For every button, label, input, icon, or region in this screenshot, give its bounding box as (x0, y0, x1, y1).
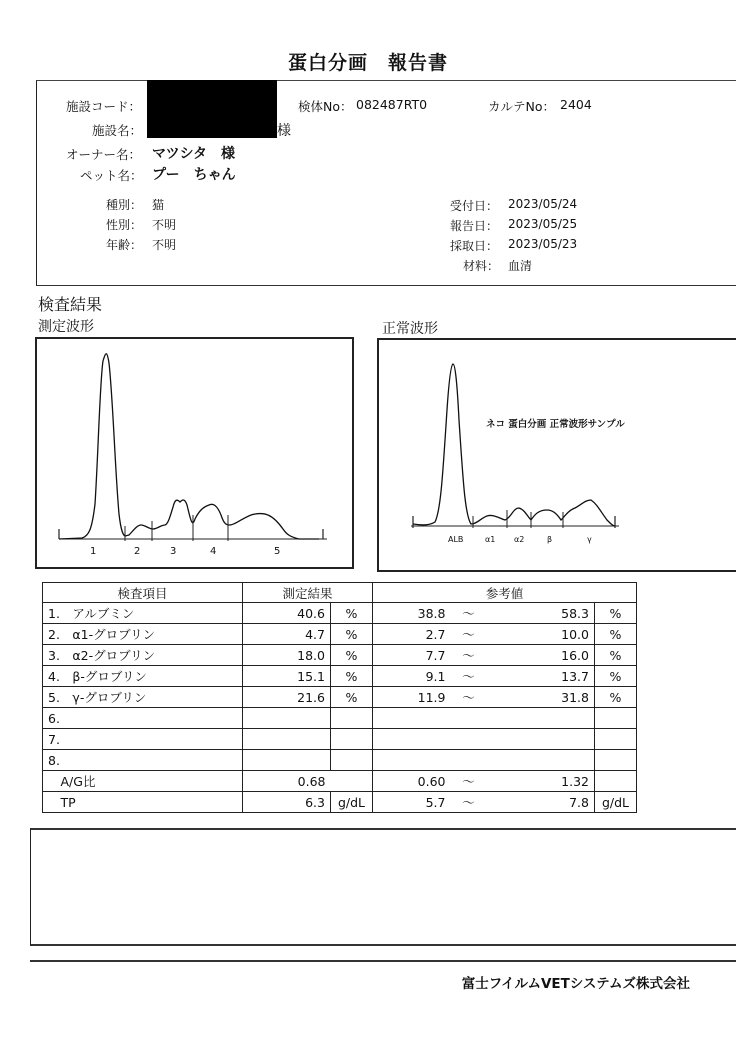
row-ref-unit: % (595, 603, 637, 624)
row-ref-high: 16.0 (487, 645, 595, 666)
owner-name: マツシタ 様 (152, 146, 236, 162)
age-value: 不明 (152, 238, 177, 252)
row-ref-high (487, 750, 595, 771)
species-label: 種別： (106, 198, 143, 212)
normal-label-alpha2: α2 (514, 535, 525, 544)
header-item: 検査項目 (43, 583, 243, 603)
material-value: 血清 (508, 259, 533, 273)
row-unit (331, 750, 373, 771)
row-ref-unit: % (595, 687, 637, 708)
row-tilde: ～ (451, 645, 487, 666)
row-ref-unit: % (595, 624, 637, 645)
facility-code-label: 施設コード： (66, 99, 142, 114)
row-value: 18.0 (243, 645, 331, 666)
table-row (43, 645, 637, 666)
redacted-facility-block (147, 80, 277, 138)
row-ref-low (373, 708, 451, 729)
row-value: 15.1 (243, 666, 331, 687)
row-tilde (451, 708, 487, 729)
row-tilde: ～ (451, 687, 487, 708)
measured-waveform-label: 測定波形 (38, 319, 94, 335)
row-ref-low: 11.9 (373, 687, 451, 708)
table-row (43, 624, 637, 645)
row-ref-unit: g/dL (595, 792, 637, 813)
row-ref-low: 9.1 (373, 666, 451, 687)
row-value: 4.7 (243, 624, 331, 645)
row-value (243, 750, 331, 771)
row-ref-high (487, 708, 595, 729)
row-item: 1. アルブミン (43, 603, 243, 624)
row-item: 2. α1-グロブリン (43, 624, 243, 645)
row-ref-unit: % (595, 645, 637, 666)
row-item: 4. β-グロブリン (43, 666, 243, 687)
row-ref-low: 5.7 (373, 792, 451, 813)
footer-rule (30, 960, 736, 962)
row-ref-low: 7.7 (373, 645, 451, 666)
row-tilde: ～ (451, 603, 487, 624)
row-unit (331, 771, 373, 792)
row-ref-unit (595, 750, 637, 771)
row-ref-high: 31.8 (487, 687, 595, 708)
fraction-label-3: 3 (170, 546, 177, 557)
row-ref-high: 10.0 (487, 624, 595, 645)
table-row (43, 750, 637, 771)
row-value (243, 708, 331, 729)
fraction-label-4: 4 (210, 546, 217, 557)
row-unit: g/dL (331, 792, 373, 813)
results-section-title: 検査結果 (38, 295, 103, 314)
row-ref-high: 58.3 (487, 603, 595, 624)
material-label: 材料： (463, 259, 500, 273)
measured-waveform-chart (35, 337, 354, 569)
row-ref-unit (595, 708, 637, 729)
table-row-ag-ratio (43, 771, 637, 792)
pet-name: プー ちゃん (152, 167, 236, 183)
normal-label-gamma: γ (587, 535, 592, 544)
normal-label-beta: β (547, 535, 553, 544)
specimen-no-label: 検体No： (298, 99, 353, 114)
row-ref-high: 13.7 (487, 666, 595, 687)
report-title: 蛋白分画 報告書 (287, 52, 448, 74)
header-result: 測定結果 (243, 583, 373, 603)
row-tilde: ～ (451, 771, 487, 792)
table-row (43, 666, 637, 687)
row-tilde (451, 729, 487, 750)
row-item: A/G比 (43, 771, 243, 792)
reported-label: 報告日： (450, 219, 499, 233)
sex-label: 性別： (106, 218, 143, 232)
row-ref-high (487, 729, 595, 750)
normal-waveform-label: 正常波形 (382, 321, 438, 337)
row-value: 0.68 (243, 771, 331, 792)
normal-label-alb: ALB (448, 535, 464, 544)
facility-name-label: 施設名： (92, 123, 143, 138)
collected-label: 採取日： (450, 239, 499, 253)
normal-label-alpha1: α1 (485, 535, 496, 544)
row-unit: % (331, 666, 373, 687)
row-value: 6.3 (243, 792, 331, 813)
company-name: 富士フイルムVETシステムズ株式会社 (461, 976, 690, 992)
facility-suffix: 様 (277, 123, 291, 139)
normal-waveform-plot (379, 340, 736, 570)
table-row (43, 729, 637, 750)
row-item: 6. (43, 708, 243, 729)
measured-waveform-plot (37, 339, 352, 567)
row-item: 5. γ-グロブリン (43, 687, 243, 708)
row-ref-low: 2.7 (373, 624, 451, 645)
results-table (42, 582, 637, 813)
row-unit (331, 708, 373, 729)
row-ref-unit (595, 729, 637, 750)
owner-label: オーナー名： (66, 147, 142, 162)
comment-box (30, 828, 736, 946)
row-value (243, 729, 331, 750)
row-ref-high: 1.32 (487, 771, 595, 792)
row-tilde: ～ (451, 666, 487, 687)
row-tilde: ～ (451, 624, 487, 645)
fraction-label-2: 2 (134, 546, 141, 557)
row-unit: % (331, 687, 373, 708)
table-header-row (43, 583, 637, 603)
row-value: 40.6 (243, 603, 331, 624)
chart-no-value: 2404 (560, 97, 592, 112)
normal-waveform-caption: ネコ 蛋白分画 正常波形サンプル (486, 419, 625, 430)
row-unit (331, 729, 373, 750)
received-date: 2023/05/24 (508, 197, 578, 211)
fraction-label-5: 5 (274, 546, 281, 557)
row-item: TP (43, 792, 243, 813)
row-item: 8. (43, 750, 243, 771)
row-ref-low: 38.8 (373, 603, 451, 624)
table-row-tp (43, 792, 637, 813)
row-item: 3. α2-グロブリン (43, 645, 243, 666)
table-row (43, 708, 637, 729)
sex-value: 不明 (152, 218, 177, 232)
row-ref-low (373, 750, 451, 771)
row-item: 7. (43, 729, 243, 750)
row-value: 21.6 (243, 687, 331, 708)
age-label: 年齢： (106, 238, 143, 252)
table-row (43, 687, 637, 708)
specimen-no-value: 082487RT0 (356, 97, 428, 112)
row-unit: % (331, 645, 373, 666)
row-ref-low (373, 729, 451, 750)
pet-label: ペット名： (80, 168, 143, 183)
fraction-label-1: 1 (90, 546, 97, 557)
header-reference: 参考値 (373, 583, 637, 603)
row-tilde: ～ (451, 792, 487, 813)
table-row (43, 603, 637, 624)
collected-date: 2023/05/23 (508, 237, 578, 251)
row-unit: % (331, 603, 373, 624)
reported-date: 2023/05/25 (508, 217, 578, 231)
row-ref-unit: % (595, 666, 637, 687)
row-ref-low: 0.60 (373, 771, 451, 792)
row-ref-high: 7.8 (487, 792, 595, 813)
normal-waveform-chart (377, 338, 736, 572)
row-unit: % (331, 624, 373, 645)
row-ref-unit (595, 771, 637, 792)
row-tilde (451, 750, 487, 771)
received-label: 受付日： (450, 199, 499, 213)
chart-no-label: カルテNo： (488, 99, 555, 114)
species-value: 猫 (152, 198, 165, 212)
